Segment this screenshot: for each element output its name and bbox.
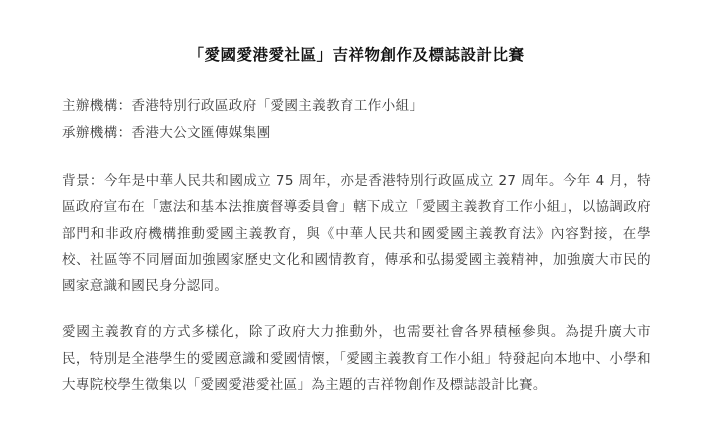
body-content: [62, 168, 651, 399]
paragraph-purpose: 愛國主義教育的方式多樣化，除了政府大力推動外，也需要社會各界積極參與。為提升廣大市民，特別是全港學生的愛國意識和愛國情懷，「愛國主義教育工作小組」特發起向本地中、小學和大專院校學生徵集以「愛國愛港愛社區」為主題的吉祥物創作及標誌設計比賽。: [62, 324, 651, 394]
organizer-block: [62, 93, 651, 146]
page-title: 「愛國愛港愛社區」吉祥物創作及標誌設計比賽: [188, 46, 525, 64]
paragraph-background: 背景：今年是中華人民共和國成立 75 周年，亦是香港特別行政區成立 27 周年。今年 4 月，特區政府宣布在「憲法和基本法推廣督導委員會」轄下成立「愛國主義教育工作小組」，以協調政府部門和非政府機構推動愛國主義教育，與《中華人民共和國愛國主義教育法》內容對接，在學校、社區等不同層面加強國家歷史文化和國情教育，傳承和弘揚愛國主義精神，加強廣大市民的國家意識和國民身分認同。: [62, 172, 651, 295]
organizer-executor-line: 承辦機構：香港大公文匯傳媒集團: [62, 124, 271, 141]
organizer-host-line: 主辦機構：香港特別行政區政府「愛國主義教育工作小組」: [62, 98, 424, 115]
